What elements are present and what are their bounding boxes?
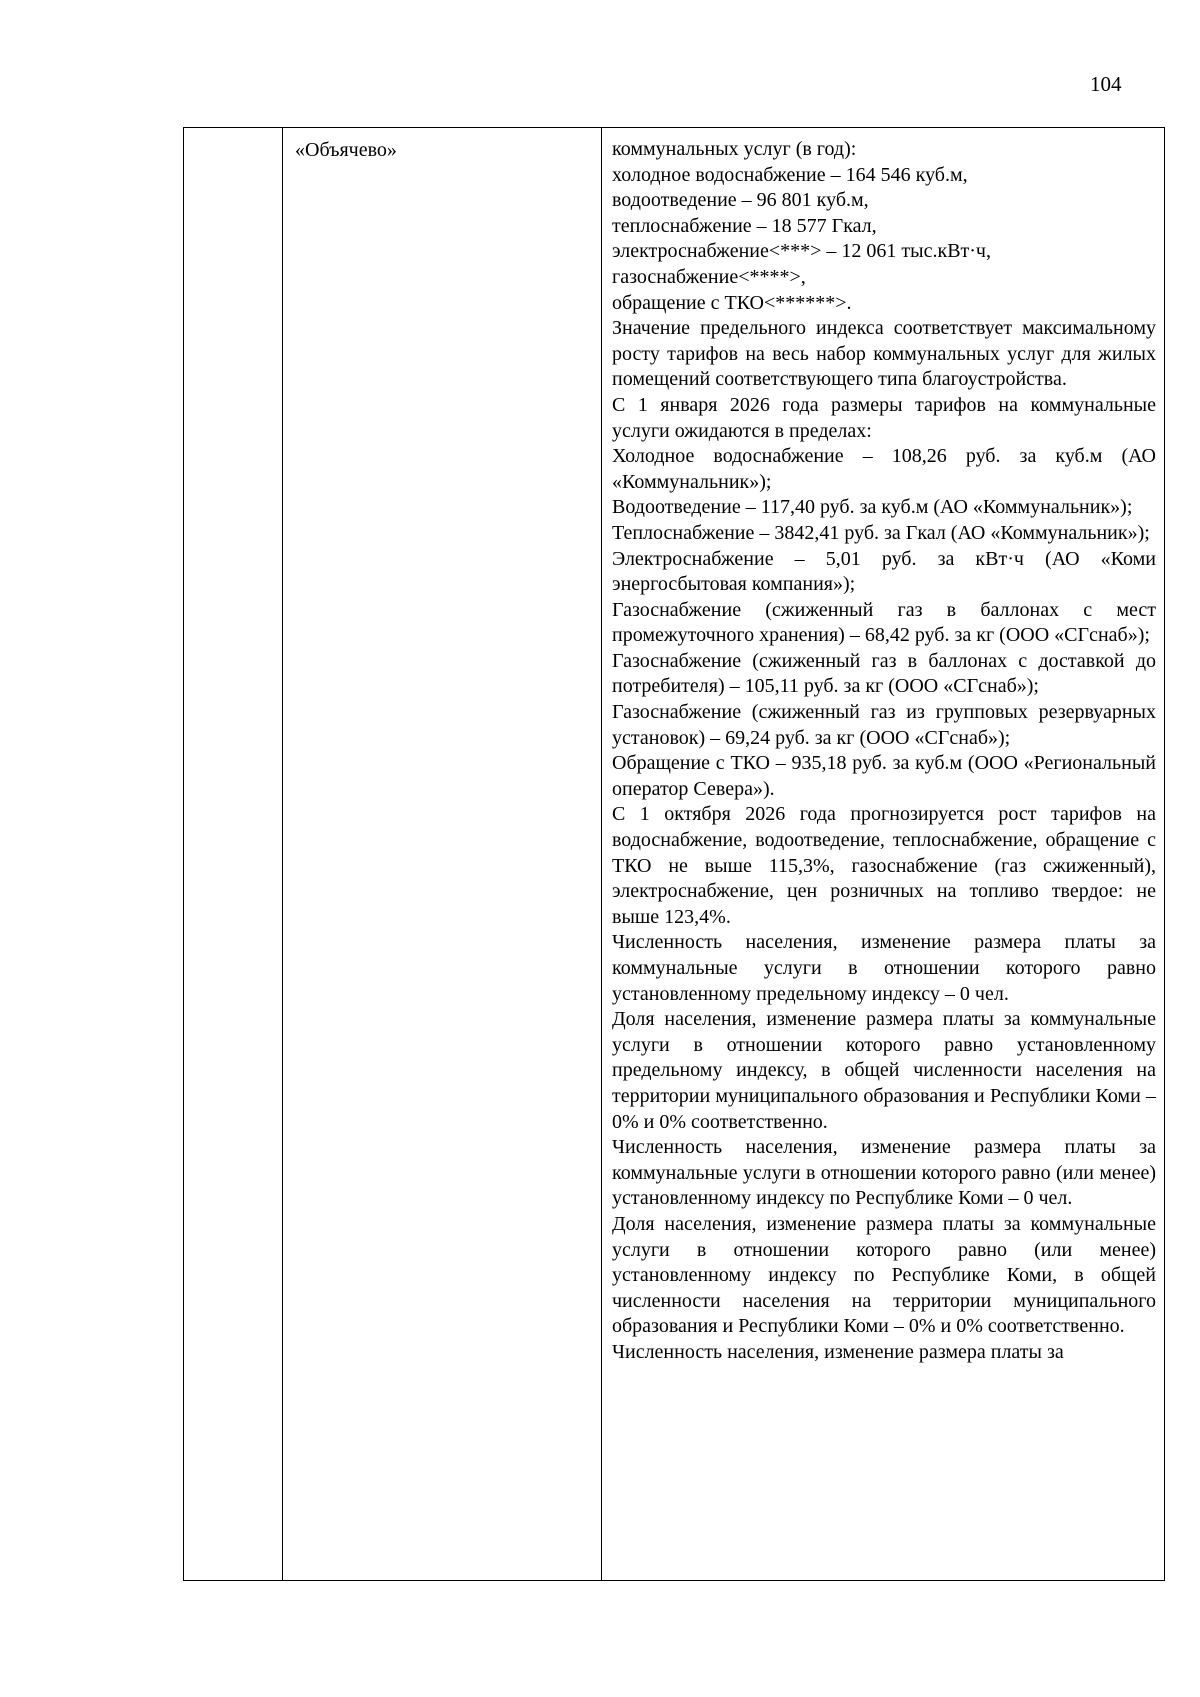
paragraph: Численность населения, изменение размера платы за коммунальные услуги в отношении которого равно установленному предельному индексу – 0 чел. xyxy=(612,931,1156,1005)
paragraph: Газоснабжение (сжиженный газ в баллонах с мест промежуточного хранения) – 68,42 руб. за кг (ООО «СГснаб»); xyxy=(612,598,1156,647)
paragraph: Значение предельного индекса соответствует максимальному росту тарифов на весь набор коммунальных услуг для жилых помещений соответствующего типа благоустройства. xyxy=(612,317,1156,391)
paragraph: С 1 октября 2026 года прогнозируется рост тарифов на водоснабжение, водоотведение, теплоснабжение, обращение с ТКО не выше 115,3%, газоснабжение (газ сжиженный), электроснабжение, цен розничных на топливо твердое: не выше 123,4%. xyxy=(612,803,1156,928)
number-cell xyxy=(184,128,283,1581)
municipality-name-cell: «Объячево» xyxy=(283,128,602,1581)
paragraph: Электроснабжение – 5,01 руб. за кВт·ч (АО «Коми энергосбытовая компания»); xyxy=(612,547,1156,596)
text-line: водоотведение – 96 801 куб.м, xyxy=(612,189,869,212)
paragraph: Численность населения, изменение размера платы за xyxy=(612,1340,1064,1363)
table-row xyxy=(184,128,1165,1581)
paragraph: Доля населения, изменение размера платы за коммунальные услуги в отношении которого равно (или менее) установленному индексу по Республике Коми, в общей численности населения на территории муниципального образования и Республики Коми – 0% и 0% соответственно. xyxy=(612,1212,1156,1338)
text-line: теплоснабжение – 18 577 Гкал, xyxy=(612,214,877,237)
document-table xyxy=(183,127,1165,1581)
paragraph: Газоснабжение (сжиженный газ в баллонах с доставкой до потребителя) – 105,11 руб. за кг (ООО «СГснаб»); xyxy=(612,649,1156,698)
text-line: электроснабжение<***> – 12 061 тыс.кВт·ч, xyxy=(612,240,991,263)
paragraph: Доля населения, изменение размера платы за коммунальные услуги в отношении которого равно установленному предельному индексу, в общей численности населения на территории муниципального образования и Республики Коми – 0% и 0% соответственно. xyxy=(612,1008,1156,1133)
text-line: коммунальных услуг (в год): xyxy=(612,138,857,160)
page-number: 104 xyxy=(1090,72,1122,96)
paragraph: Холодное водоснабжение – 108,26 руб. за куб.м (АО «Коммунальник»); xyxy=(612,445,1156,493)
text-line: холодное водоснабжение – 164 546 куб.м, xyxy=(612,163,968,186)
paragraph: Водоотведение – 117,40 руб. за куб.м (АО «Коммунальник»); xyxy=(612,496,1133,519)
paragraph: Теплоснабжение – 3842,41 руб. за Гкал (АО «Коммунальник»); xyxy=(612,521,1150,544)
paragraph: С 1 января 2026 года размеры тарифов на коммунальные услуги ожидаются в пределах: xyxy=(612,393,1156,442)
paragraph: Газоснабжение (сжиженный газ из групповых резервуарных установок) – 69,24 руб. за кг (ООО «СГснаб»); xyxy=(612,701,1156,749)
paragraph: Обращение с ТКО – 935,18 руб. за куб.м (ООО «Региональный оператор Севера»). xyxy=(612,752,1156,800)
text-line: обращение с ТКО<******>. xyxy=(612,291,852,314)
text-line: газоснабжение<****>, xyxy=(612,265,806,288)
description-cell xyxy=(602,128,1165,1581)
paragraph: Численность населения, изменение размера платы за коммунальные услуги в отношении которого равно (или менее) установленному индексу по Республике Коми – 0 чел. xyxy=(612,1136,1156,1210)
